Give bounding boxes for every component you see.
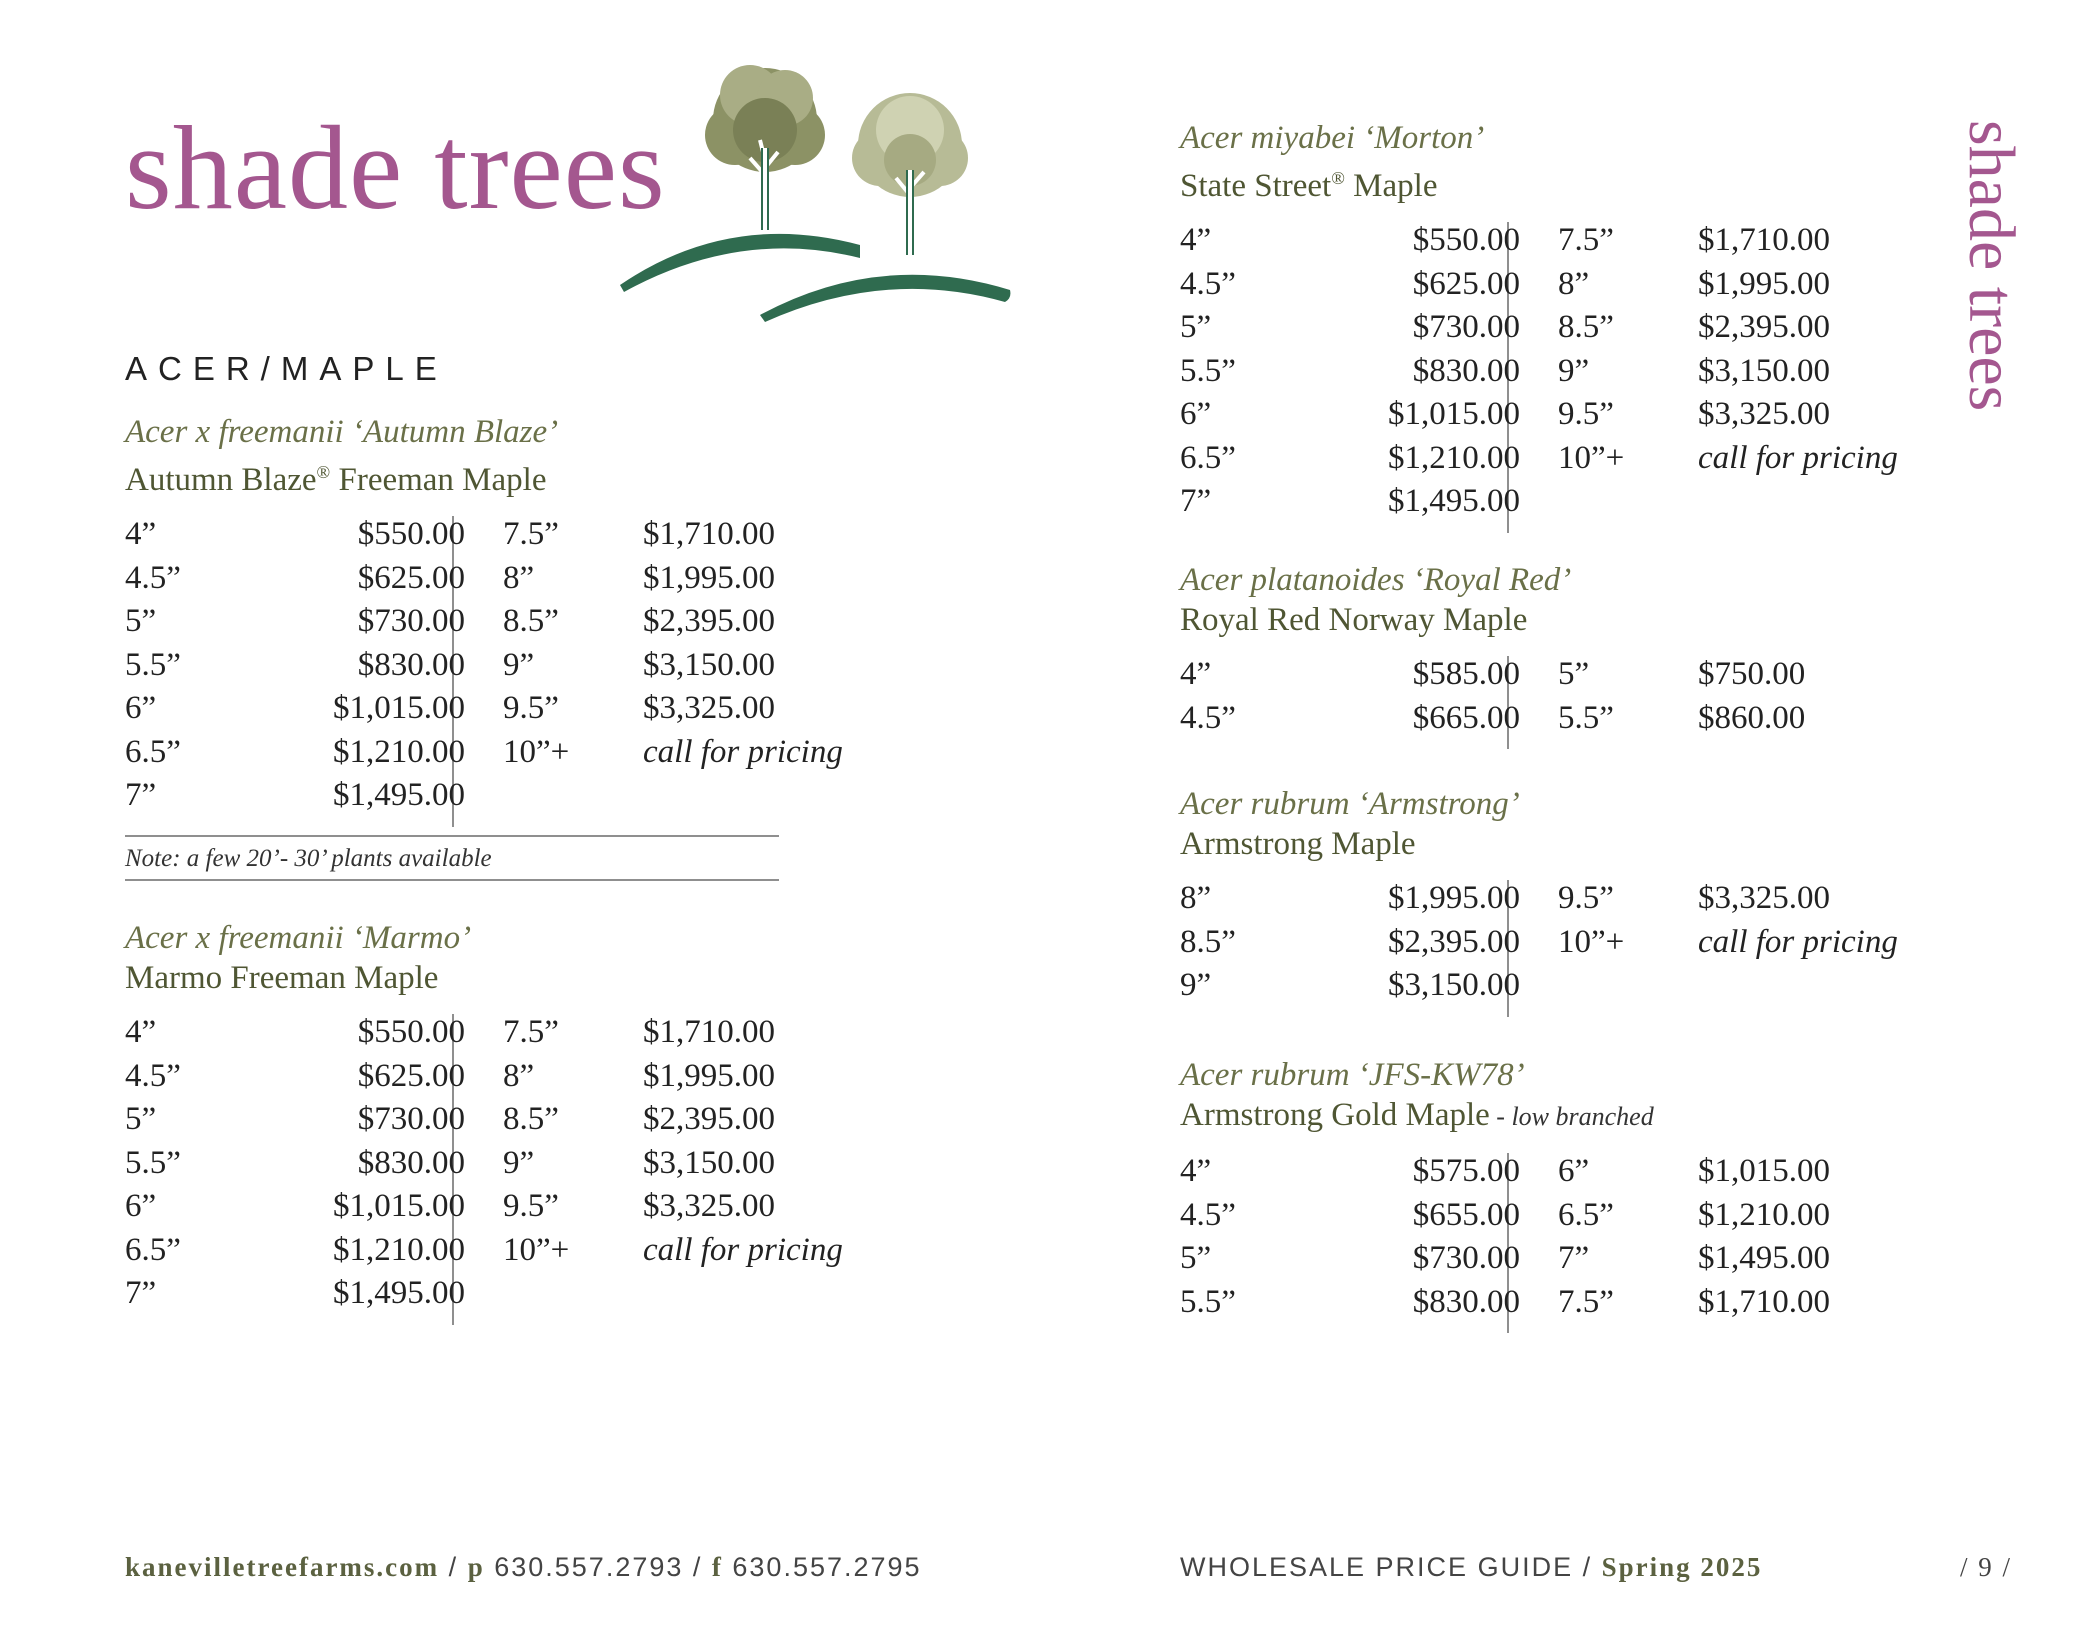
- price-row: [125, 1188, 865, 1232]
- common-name: Marmo Freeman Maple: [125, 960, 439, 996]
- price-row: [125, 1101, 865, 1145]
- price-cell: $1,495.00: [333, 1275, 465, 1311]
- size-cell: 4”: [1180, 656, 1212, 692]
- size-cell: 6”: [125, 1188, 157, 1224]
- price-row: [1180, 440, 1920, 484]
- common-name: State Street® Maple: [1180, 168, 1438, 204]
- size-cell: 8”: [503, 559, 535, 596]
- price-cell: call for pricing: [1698, 923, 1898, 960]
- size-cell: 5.5”: [125, 1144, 181, 1181]
- price-cell: call for pricing: [643, 733, 843, 770]
- size-cell: 9.5”: [503, 1188, 559, 1224]
- price-cell: $830.00: [357, 1144, 465, 1181]
- size-cell: 8.5”: [1180, 923, 1236, 960]
- tree-right: [852, 93, 968, 255]
- price-row: [125, 1275, 865, 1319]
- size-cell: 10”+: [503, 1231, 570, 1268]
- fax-number: 630.557.2795: [722, 1552, 922, 1582]
- product-autumn-blaze: [125, 412, 865, 881]
- price-row: [125, 1014, 865, 1058]
- size-cell: 4.5”: [1180, 1196, 1236, 1233]
- price-row: [1180, 1197, 1920, 1241]
- botanical-name: Acer rubrum ‘Armstrong’: [1180, 786, 1520, 822]
- size-cell: 7.5”: [503, 516, 559, 552]
- price-cell: $1,210.00: [1698, 1196, 1830, 1233]
- price-cell: $3,325.00: [643, 690, 775, 726]
- price-cell: $830.00: [357, 646, 465, 683]
- price-row: [125, 690, 865, 734]
- size-cell: 7”: [125, 1275, 157, 1311]
- price-cell: $3,325.00: [1698, 396, 1830, 432]
- price-cell: $625.00: [1412, 265, 1520, 302]
- product-marmo: [125, 918, 865, 1319]
- size-cell: 7.5”: [1558, 222, 1614, 258]
- trees-illustration: [610, 40, 1030, 330]
- price-row: [1180, 309, 1920, 353]
- size-cell: 4.5”: [125, 559, 181, 596]
- tree-left: [705, 65, 825, 230]
- price-cell: $1,015.00: [333, 1188, 465, 1224]
- common-name: Armstrong Gold Maple - low branched: [1180, 1097, 1654, 1133]
- fax-label: f: [711, 1552, 723, 1582]
- size-cell: 4.5”: [1180, 265, 1236, 302]
- price-table: [125, 516, 865, 821]
- size-cell: 7.5”: [503, 1014, 559, 1050]
- common-name: Armstrong Maple: [1180, 826, 1416, 862]
- price-cell: $3,325.00: [1698, 880, 1830, 916]
- size-cell: 6.5”: [1558, 1196, 1614, 1233]
- price-cell: $665.00: [1412, 699, 1520, 736]
- price-row: [1180, 924, 1920, 968]
- size-cell: 9”: [1180, 967, 1212, 1003]
- size-cell: 6”: [1558, 1153, 1590, 1189]
- hill-left: [620, 234, 860, 292]
- price-row: [125, 647, 865, 691]
- price-cell: $3,150.00: [643, 646, 775, 683]
- size-cell: 8”: [1558, 265, 1590, 302]
- price-row: [1180, 656, 1920, 700]
- price-cell: $2,395.00: [643, 603, 775, 639]
- price-row: [1180, 1240, 1920, 1284]
- price-cell: $730.00: [1412, 1240, 1520, 1276]
- price-cell: $625.00: [357, 559, 465, 596]
- price-cell: $3,150.00: [1388, 967, 1520, 1003]
- price-row: [125, 1232, 865, 1276]
- size-cell: 5”: [1180, 309, 1212, 345]
- price-cell: $1,210.00: [333, 1231, 465, 1268]
- size-cell: 7”: [1180, 483, 1212, 519]
- price-cell: $730.00: [1412, 309, 1520, 345]
- price-cell: $2,395.00: [1388, 923, 1520, 960]
- size-cell: 5”: [125, 603, 157, 639]
- price-row: [125, 516, 865, 560]
- price-table: [1180, 222, 1920, 527]
- size-cell: 4.5”: [1180, 699, 1236, 736]
- price-table: [1180, 880, 1920, 1011]
- price-cell: call for pricing: [1698, 439, 1898, 476]
- price-cell: $1,210.00: [1388, 439, 1520, 476]
- product-jfs-kw78: [1180, 1055, 1920, 1327]
- price-cell: $750.00: [1698, 656, 1806, 692]
- size-cell: 8”: [503, 1057, 535, 1094]
- price-cell: $575.00: [1412, 1153, 1520, 1189]
- price-row: [1180, 266, 1920, 310]
- phone-label: p: [467, 1552, 485, 1582]
- price-row: [125, 734, 865, 778]
- section-heading-acer-maple: ACER/MAPLE: [125, 350, 448, 387]
- website-link[interactable]: kanevilletreefarms.com: [125, 1552, 440, 1582]
- botanical-name: Acer x freemanii ‘Marmo’: [125, 920, 472, 956]
- branch-note: - low branched: [1489, 1102, 1654, 1131]
- size-cell: 9”: [503, 1144, 535, 1181]
- size-cell: 9”: [1558, 352, 1590, 389]
- size-cell: 5.5”: [125, 646, 181, 683]
- side-title: shade trees: [1955, 120, 2028, 412]
- price-cell: $1,015.00: [1388, 396, 1520, 432]
- price-row: [1180, 353, 1920, 397]
- footer-guide: [1180, 1552, 1762, 1583]
- size-cell: 5”: [1180, 1240, 1212, 1276]
- price-cell: $1,995.00: [1698, 265, 1830, 302]
- price-cell: $550.00: [357, 1014, 465, 1050]
- size-cell: 7”: [125, 777, 157, 813]
- price-row: [1180, 1284, 1920, 1328]
- size-cell: 4”: [1180, 222, 1212, 258]
- guide-title: WHOLESALE PRICE GUIDE /: [1180, 1552, 1602, 1582]
- price-cell: $1,710.00: [1698, 1283, 1830, 1320]
- price-cell: $1,495.00: [333, 777, 465, 813]
- price-table: [125, 1014, 865, 1319]
- price-row: [125, 777, 865, 821]
- price-row: [1180, 396, 1920, 440]
- price-cell: $830.00: [1412, 1283, 1520, 1320]
- price-cell: $1,015.00: [1698, 1153, 1830, 1189]
- size-cell: 5.5”: [1180, 352, 1236, 389]
- size-cell: 8.5”: [1558, 309, 1614, 345]
- price-cell: $830.00: [1412, 352, 1520, 389]
- size-cell: 9.5”: [503, 690, 559, 726]
- price-cell: $730.00: [357, 1101, 465, 1137]
- size-cell: 4.5”: [125, 1057, 181, 1094]
- price-cell: $1,015.00: [333, 690, 465, 726]
- size-cell: 8.5”: [503, 1101, 559, 1137]
- size-cell: 5”: [125, 1101, 157, 1137]
- botanical-name: Acer platanoides ‘Royal Red’: [1180, 562, 1572, 598]
- availability-note: Note: a few 20’- 30’ plants available: [125, 835, 779, 881]
- botanical-name: Acer miyabei ‘Morton’: [1180, 120, 1485, 156]
- common-name: Royal Red Norway Maple: [1180, 602, 1528, 638]
- size-cell: 8.5”: [503, 603, 559, 639]
- season: Spring 2025: [1601, 1552, 1763, 1582]
- price-row: [1180, 1153, 1920, 1197]
- price-row: [125, 560, 865, 604]
- size-cell: 4”: [125, 516, 157, 552]
- price-cell: $2,395.00: [643, 1101, 775, 1137]
- price-cell: $1,495.00: [1698, 1240, 1830, 1276]
- size-cell: 6.5”: [1180, 439, 1236, 476]
- size-cell: 10”+: [503, 733, 570, 770]
- price-cell: $1,995.00: [643, 559, 775, 596]
- price-cell: $625.00: [357, 1057, 465, 1094]
- price-cell: $860.00: [1698, 699, 1806, 736]
- price-table: [1180, 656, 1920, 743]
- price-row: [1180, 880, 1920, 924]
- price-row: [125, 1145, 865, 1189]
- price-row: [1180, 967, 1920, 1011]
- hill-right: [760, 275, 1010, 322]
- price-cell: $3,325.00: [643, 1188, 775, 1224]
- size-cell: 6.5”: [125, 733, 181, 770]
- price-row: [1180, 700, 1920, 744]
- price-cell: $1,710.00: [1698, 222, 1830, 258]
- size-cell: 5”: [1558, 656, 1590, 692]
- phone-number: 630.557.2793 /: [484, 1552, 712, 1582]
- size-cell: 9.5”: [1558, 396, 1614, 432]
- price-cell: call for pricing: [643, 1231, 843, 1268]
- price-cell: $1,495.00: [1388, 483, 1520, 519]
- size-cell: 9.5”: [1558, 880, 1614, 916]
- botanical-name: Acer x freemanii ‘Autumn Blaze’: [125, 414, 559, 450]
- price-cell: $550.00: [1412, 222, 1520, 258]
- price-cell: $1,995.00: [643, 1057, 775, 1094]
- price-row: [125, 1058, 865, 1102]
- page-number: / 9 /: [1960, 1552, 2013, 1582]
- page-title: shade trees: [125, 101, 666, 234]
- product-armstrong: [1180, 784, 1920, 1011]
- price-cell: $3,150.00: [1698, 352, 1830, 389]
- size-cell: 9”: [503, 646, 535, 683]
- size-cell: 4”: [125, 1014, 157, 1050]
- size-cell: 10”+: [1558, 923, 1625, 960]
- size-cell: 4”: [1180, 1153, 1212, 1189]
- price-cell: $2,395.00: [1698, 309, 1830, 345]
- price-table: [1180, 1153, 1920, 1327]
- size-cell: 8”: [1180, 880, 1212, 916]
- size-cell: 7”: [1558, 1240, 1590, 1276]
- price-cell: $730.00: [357, 603, 465, 639]
- price-cell: $1,210.00: [333, 733, 465, 770]
- footer-contact: kanevilletreefarms.com / p 630.557.2793 / f 630.557.2795: [125, 1552, 922, 1582]
- size-cell: 7.5”: [1558, 1283, 1614, 1320]
- product-morton: [1180, 118, 1920, 527]
- price-row: [1180, 483, 1920, 527]
- price-cell: $1,710.00: [643, 1014, 775, 1050]
- size-cell: 6”: [125, 690, 157, 726]
- price-cell: $655.00: [1412, 1196, 1520, 1233]
- size-cell: 6.5”: [125, 1231, 181, 1268]
- price-cell: $3,150.00: [643, 1144, 775, 1181]
- botanical-name: Acer rubrum ‘JFS-KW78’: [1180, 1057, 1525, 1093]
- common-name: Autumn Blaze® Freeman Maple: [125, 462, 547, 498]
- price-row: [125, 603, 865, 647]
- price-cell: $585.00: [1412, 656, 1520, 692]
- size-cell: 6”: [1180, 396, 1212, 432]
- size-cell: 10”+: [1558, 439, 1625, 476]
- product-royal-red: [1180, 560, 1920, 743]
- price-cell: $1,995.00: [1388, 880, 1520, 916]
- price-row: [1180, 222, 1920, 266]
- size-cell: 5.5”: [1558, 699, 1614, 736]
- size-cell: 5.5”: [1180, 1283, 1236, 1320]
- price-cell: $550.00: [357, 516, 465, 552]
- price-cell: $1,710.00: [643, 516, 775, 552]
